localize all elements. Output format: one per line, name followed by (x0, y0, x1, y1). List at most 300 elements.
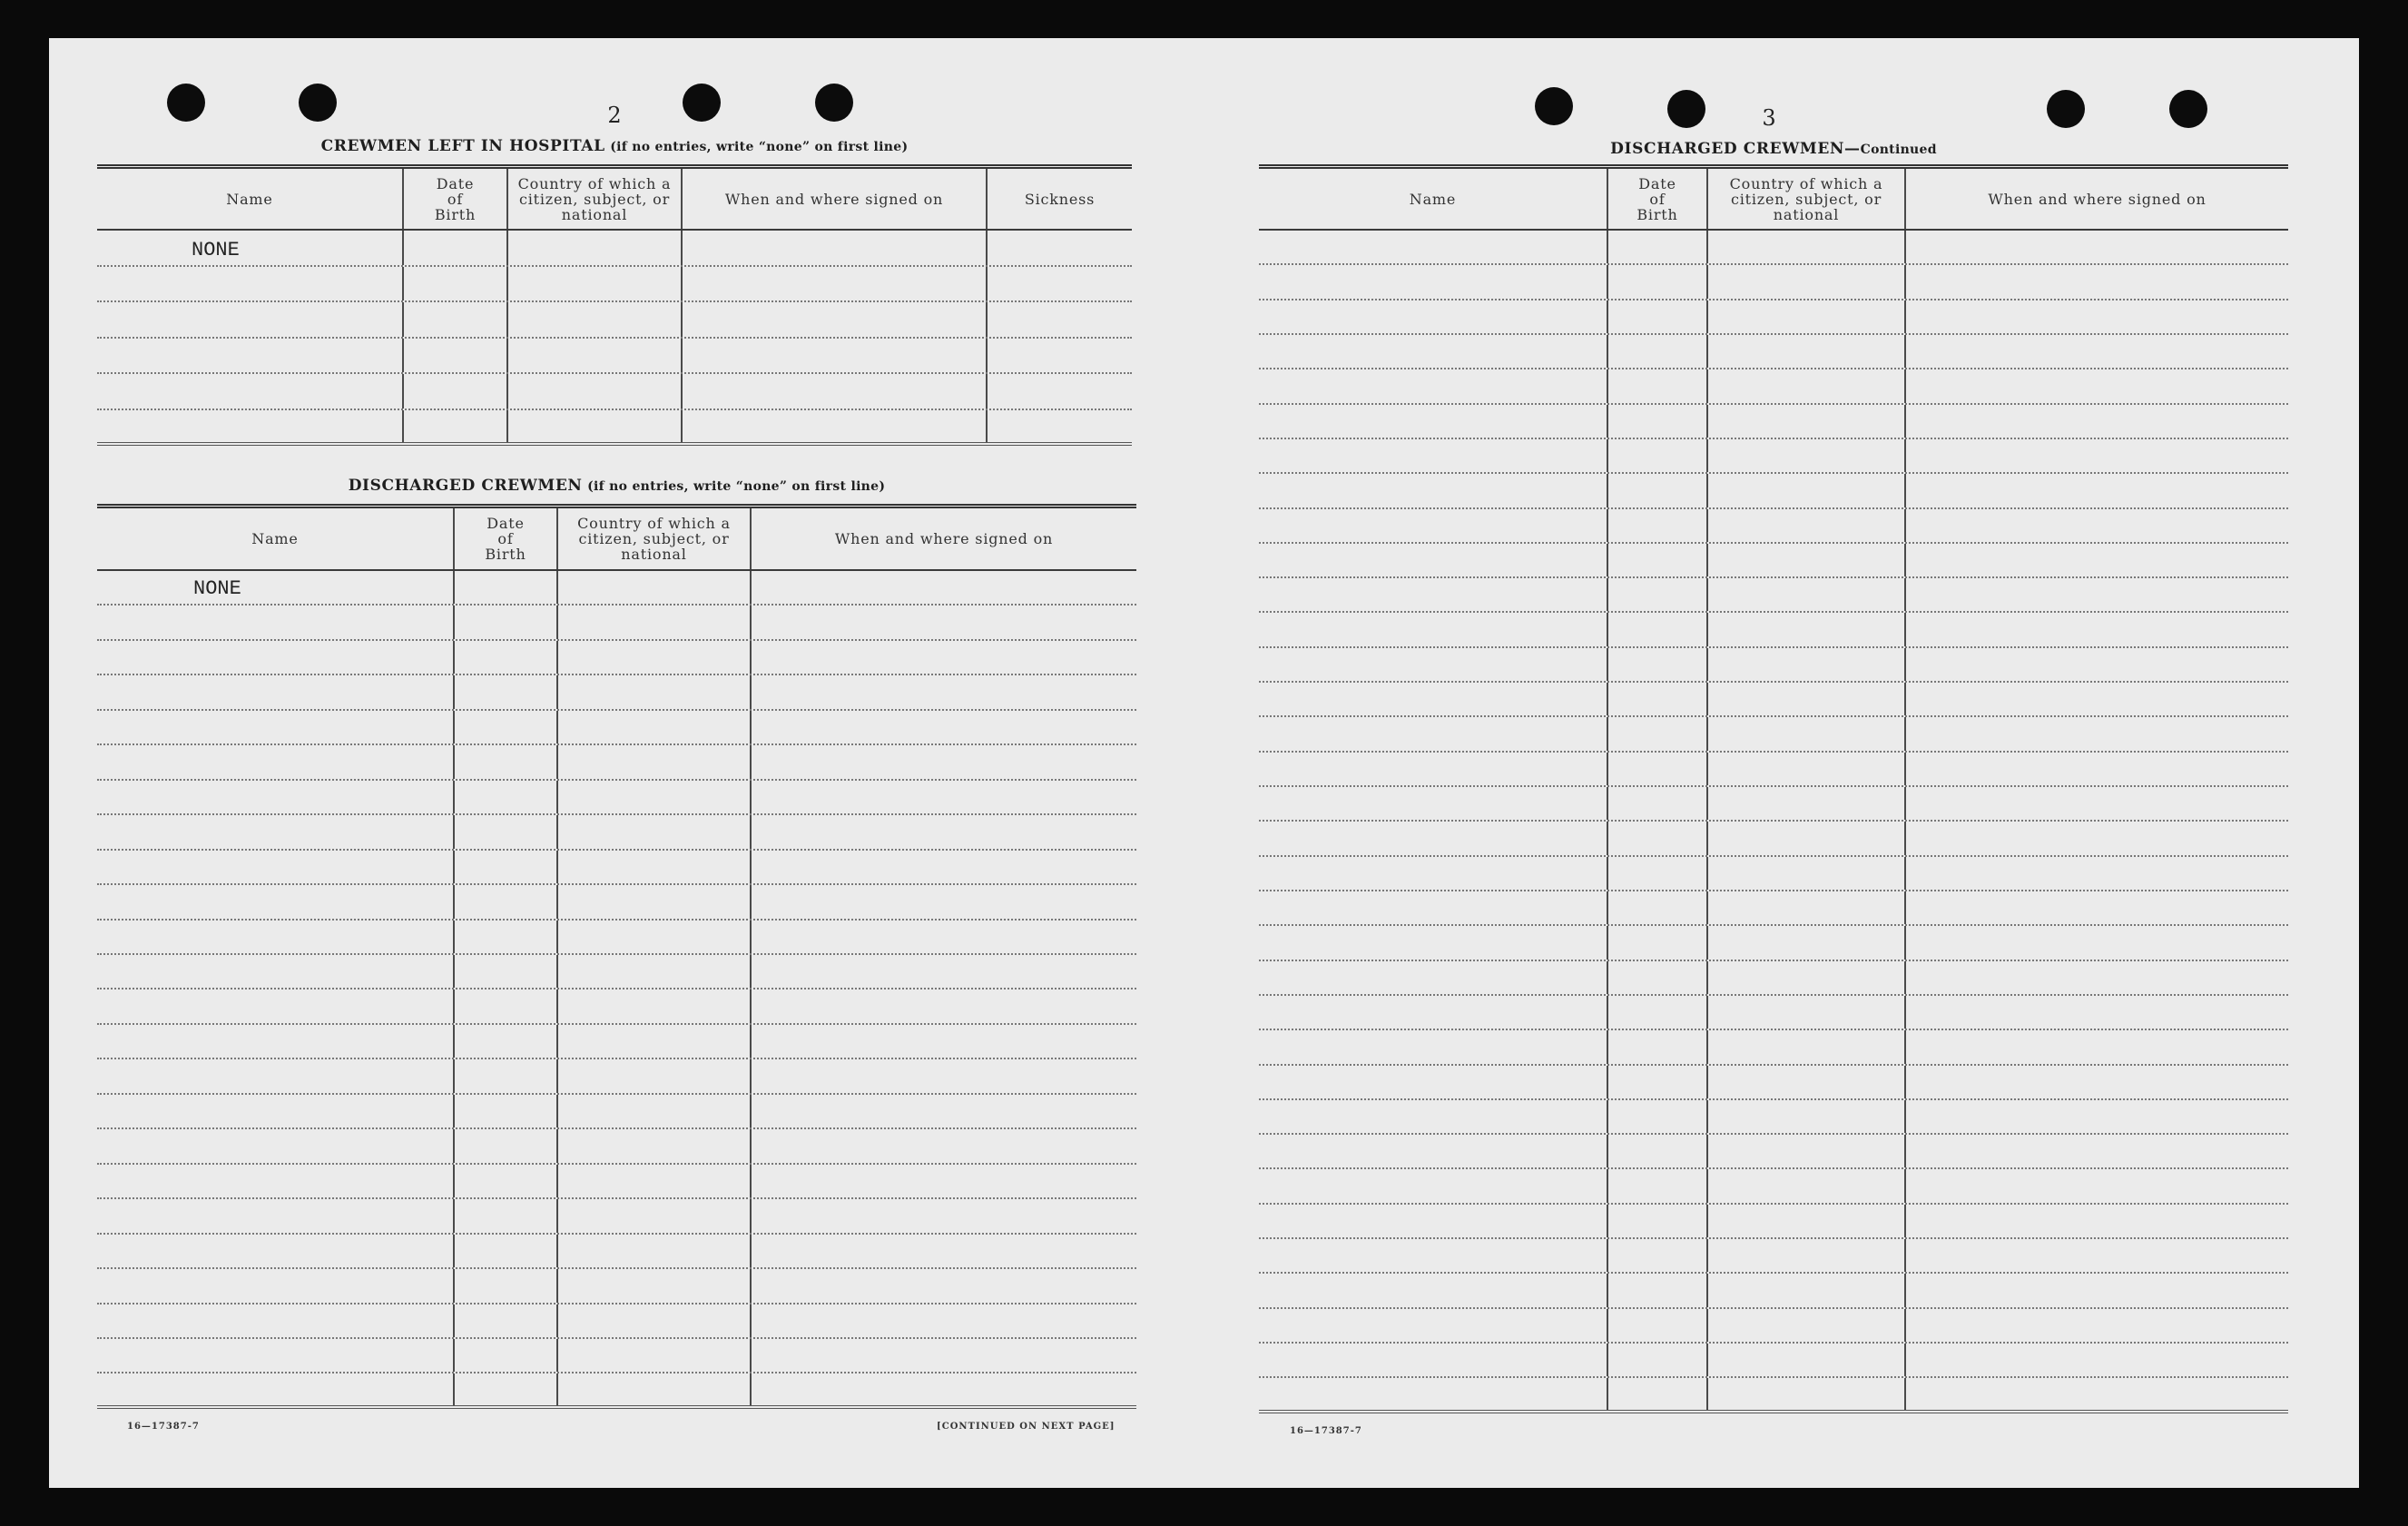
column-header-date-of-birth: Date of Birth (453, 508, 556, 569)
cell-date-of-birth (1607, 1239, 1706, 1272)
table-row (1259, 613, 2288, 647)
cell-country (1706, 509, 1904, 542)
scanned-form-sheet (49, 38, 2359, 1488)
cell-sickness (986, 231, 1132, 265)
cell-name (1259, 717, 1607, 750)
cell-signed-on (681, 374, 986, 409)
form-number: 16—17387-7 (127, 1422, 200, 1432)
table-row (1259, 648, 2288, 683)
cell-name (1259, 335, 1607, 368)
cell-date-of-birth (1607, 1309, 1706, 1342)
cell-country (1706, 1205, 1904, 1237)
section-heading-suffix: Continued (1860, 143, 1937, 157)
cell-signed-on (681, 267, 986, 301)
cell-date-of-birth (453, 989, 556, 1022)
cell-date-of-birth (1607, 578, 1706, 611)
cell-date-of-birth (453, 605, 556, 638)
cell-name (1259, 1066, 1607, 1098)
table-row (97, 781, 1136, 815)
cell-country (556, 1025, 750, 1058)
table-row (1259, 1344, 2288, 1378)
cell-country (556, 921, 750, 953)
table-row (1259, 683, 2288, 717)
cell-date-of-birth (1607, 822, 1706, 854)
cell-signed-on (1904, 578, 2288, 611)
cell-signed-on (1904, 1066, 2288, 1098)
cell-date-of-birth (1607, 1100, 1706, 1133)
cell-name (1259, 648, 1607, 681)
cell-country (556, 955, 750, 988)
table-header (97, 169, 1132, 231)
cell-country (556, 1165, 750, 1197)
cell-sickness (986, 339, 1132, 373)
cell-country (556, 1235, 750, 1267)
cell-country (556, 781, 750, 813)
cell-signed-on (1904, 996, 2288, 1029)
cell-name (97, 955, 453, 988)
cell-country (1706, 648, 1904, 681)
table-row (1259, 509, 2288, 544)
cell-date-of-birth (453, 1304, 556, 1337)
column-header-name: Name (226, 190, 273, 208)
cell-sickness (986, 410, 1132, 443)
cell-name (97, 605, 453, 638)
column-header-date-of-birth: Date of Birth (402, 169, 506, 229)
cell-country (1706, 857, 1904, 890)
cell-country (1706, 753, 1904, 785)
table-row (1259, 1309, 2288, 1344)
table-row (1259, 1274, 2288, 1308)
cell-signed-on (750, 851, 1136, 883)
page-number: 2 (607, 103, 622, 128)
cell-date-of-birth (453, 1165, 556, 1197)
cell-country (1706, 265, 1904, 298)
cell-name (1259, 509, 1607, 542)
cell-signed-on (681, 231, 986, 265)
cell-name (97, 675, 453, 708)
cell-date-of-birth (402, 302, 506, 337)
cell-name (97, 302, 402, 337)
cell-signed-on (750, 1304, 1136, 1337)
cell-country (1706, 1135, 1904, 1167)
cell-country (1706, 961, 1904, 994)
cell-name (97, 1095, 453, 1127)
table-row (97, 571, 1136, 605)
discharged-continued-title (1259, 136, 2288, 162)
cell-date-of-birth (402, 410, 506, 443)
column-header-country: Country of which a citizen, subject, or national (556, 508, 750, 569)
cell-signed-on (1904, 369, 2288, 402)
cell-country (556, 1059, 750, 1092)
cell-date-of-birth (453, 1129, 556, 1162)
cell-date-of-birth (1607, 1205, 1706, 1237)
cell-signed-on (1904, 300, 2288, 333)
column-header-signed-on: When and where signed on (681, 169, 986, 229)
cell-name (1259, 474, 1607, 507)
cell-signed-on (750, 745, 1136, 778)
cell-name (1259, 405, 1607, 438)
cell-name (97, 374, 402, 409)
table-row (1259, 578, 2288, 613)
discharged-section-title (97, 473, 1136, 498)
cell-country (1706, 1030, 1904, 1063)
cell-date-of-birth (453, 885, 556, 918)
cell-name (1259, 1205, 1607, 1237)
table-body (97, 231, 1132, 446)
cell-date-of-birth (453, 711, 556, 743)
table-row (97, 711, 1136, 745)
cell-signed-on (1904, 1344, 2288, 1376)
column-header-signed-on: When and where signed on (1904, 169, 2288, 229)
cell-country (1706, 405, 1904, 438)
cell-name (1259, 857, 1607, 890)
cell-name: NONE (193, 577, 241, 601)
cell-name (1259, 753, 1607, 785)
cell-signed-on (750, 1095, 1136, 1127)
punch-hole (299, 84, 337, 122)
cell-country (1706, 683, 1904, 715)
cell-signed-on (750, 885, 1136, 918)
cell-date-of-birth (1607, 509, 1706, 542)
table-row (97, 1373, 1136, 1408)
table-row (97, 1095, 1136, 1129)
cell-sickness (986, 267, 1132, 301)
table-row (97, 339, 1132, 375)
cell-country (556, 989, 750, 1022)
table-row (97, 302, 1132, 339)
table-row (1259, 1100, 2288, 1135)
cell-date-of-birth (1607, 439, 1706, 472)
table-row (97, 267, 1132, 303)
cell-signed-on (750, 675, 1136, 708)
cell-signed-on (750, 1059, 1136, 1092)
cell-signed-on (1904, 405, 2288, 438)
left-page (49, 38, 1204, 1488)
cell-country (556, 605, 750, 638)
punch-hole (1535, 87, 1573, 125)
cell-signed-on (750, 1373, 1136, 1404)
table-row (1259, 891, 2288, 926)
cell-name (97, 815, 453, 848)
cell-country (1706, 1239, 1904, 1272)
table-row (1259, 822, 2288, 856)
cell-name (97, 1025, 453, 1058)
cell-country (1706, 1066, 1904, 1098)
cell-signed-on (750, 711, 1136, 743)
column-header-name: Name (1409, 190, 1457, 208)
cell-country (556, 711, 750, 743)
cell-date-of-birth (402, 267, 506, 301)
cell-sickness (986, 302, 1132, 337)
section-instruction: (if no entries, write “none” on first line) (587, 479, 886, 494)
table-row (97, 1235, 1136, 1269)
cell-date-of-birth (1607, 753, 1706, 785)
cell-country (556, 885, 750, 918)
cell-name (97, 1059, 453, 1092)
punch-hole (167, 84, 205, 122)
cell-country (506, 231, 681, 265)
table-row (97, 1304, 1136, 1339)
cell-name (97, 1235, 453, 1267)
cell-country (556, 745, 750, 778)
cell-name (1259, 891, 1607, 924)
cell-signed-on (1904, 648, 2288, 681)
cell-country (556, 1304, 750, 1337)
table-header (97, 508, 1136, 571)
cell-name (97, 1129, 453, 1162)
cell-signed-on (1904, 1135, 2288, 1167)
cell-signed-on (1904, 265, 2288, 298)
cell-name (97, 711, 453, 743)
cell-name (1259, 231, 1607, 263)
table-row (1259, 1169, 2288, 1204)
cell-country (506, 302, 681, 337)
table-row (1259, 787, 2288, 822)
cell-signed-on (1904, 961, 2288, 994)
cell-date-of-birth (1607, 1066, 1706, 1098)
cell-signed-on (681, 302, 986, 337)
cell-date-of-birth (1607, 1344, 1706, 1376)
table-row (1259, 1239, 2288, 1274)
cell-signed-on (1904, 1239, 2288, 1272)
cell-sickness (986, 374, 1132, 409)
table-row (97, 885, 1136, 920)
cell-signed-on (1904, 1274, 2288, 1306)
punch-hole (815, 84, 853, 122)
cell-signed-on (1904, 891, 2288, 924)
cell-signed-on (750, 921, 1136, 953)
cell-signed-on (750, 815, 1136, 848)
cell-name (1259, 369, 1607, 402)
table-row (97, 410, 1132, 447)
cell-date-of-birth (1607, 648, 1706, 681)
table-row (1259, 996, 2288, 1030)
cell-name (97, 1304, 453, 1337)
cell-signed-on (1904, 1309, 2288, 1342)
table-row (1259, 1135, 2288, 1169)
cell-country (1706, 544, 1904, 576)
cell-name (1259, 1309, 1607, 1342)
cell-country (556, 1373, 750, 1404)
table-row (97, 231, 1132, 267)
cell-name (1259, 1274, 1607, 1306)
cell-date-of-birth (1607, 926, 1706, 959)
table-row (97, 1129, 1136, 1164)
cell-signed-on (1904, 509, 2288, 542)
cell-country (556, 571, 750, 604)
cell-date-of-birth (453, 815, 556, 848)
cell-signed-on (750, 1269, 1136, 1302)
cell-name (97, 267, 402, 301)
cell-signed-on (1904, 857, 2288, 890)
cell-date-of-birth (453, 1373, 556, 1404)
table-row (97, 1269, 1136, 1304)
cell-name (1259, 926, 1607, 959)
cell-signed-on (750, 1129, 1136, 1162)
hospital-section-title (97, 133, 1132, 159)
cell-signed-on (1904, 613, 2288, 645)
cell-signed-on (1904, 926, 2288, 959)
cell-signed-on (1904, 822, 2288, 854)
cell-date-of-birth (1607, 1378, 1706, 1409)
cell-signed-on (1904, 474, 2288, 507)
table-row (1259, 474, 2288, 508)
table-row (97, 675, 1136, 710)
column-header-country: Country of which a citizen, subject, or national (506, 169, 681, 229)
table-row (1259, 335, 2288, 369)
cell-name (1259, 961, 1607, 994)
column-header-name: Name (251, 530, 299, 547)
table-row (1259, 405, 2288, 439)
table-row (97, 374, 1132, 410)
cell-date-of-birth (1607, 787, 1706, 820)
column-header-country: Country of which a citizen, subject, or national (1706, 169, 1904, 229)
cell-country (1706, 1344, 1904, 1376)
cell-country (1706, 300, 1904, 333)
cell-signed-on (1904, 335, 2288, 368)
cell-date-of-birth (453, 571, 556, 604)
cell-date-of-birth (1607, 335, 1706, 368)
cell-country (1706, 926, 1904, 959)
cell-signed-on (750, 1235, 1136, 1267)
column-header-date-of-birth: Date of Birth (1607, 169, 1706, 229)
table-row (1259, 1066, 2288, 1100)
cell-date-of-birth (1607, 717, 1706, 750)
cell-date-of-birth (453, 851, 556, 883)
cell-country (1706, 822, 1904, 854)
cell-signed-on (1904, 1378, 2288, 1409)
cell-date-of-birth (1607, 231, 1706, 263)
column-header-signed-on: When and where signed on (750, 508, 1136, 569)
cell-signed-on (1904, 1205, 2288, 1237)
cell-name (97, 410, 402, 443)
cell-country (1706, 439, 1904, 472)
cell-name (1259, 578, 1607, 611)
cell-date-of-birth (1607, 613, 1706, 645)
cell-country (1706, 996, 1904, 1029)
cell-date-of-birth (453, 675, 556, 708)
cell-date-of-birth (453, 1339, 556, 1372)
cell-date-of-birth (453, 1199, 556, 1232)
cell-signed-on (750, 989, 1136, 1022)
right-page (1204, 38, 2359, 1488)
cell-date-of-birth (453, 921, 556, 953)
cell-country (556, 675, 750, 708)
cell-name (97, 339, 402, 373)
cell-name (97, 921, 453, 953)
cell-date-of-birth (1607, 1274, 1706, 1306)
cell-name (97, 1269, 453, 1302)
cell-name: NONE (192, 238, 240, 261)
cell-signed-on (1904, 787, 2288, 820)
table-row (1259, 265, 2288, 300)
cell-signed-on (1904, 683, 2288, 715)
cell-signed-on (750, 1165, 1136, 1197)
cell-date-of-birth (453, 745, 556, 778)
cell-date-of-birth (1607, 544, 1706, 576)
discharged-crewmen-continued-table (1259, 164, 2288, 1413)
cell-name (97, 781, 453, 813)
cell-name (97, 1373, 453, 1404)
cell-name (1259, 1030, 1607, 1063)
cell-country (1706, 1309, 1904, 1342)
cell-country (1706, 613, 1904, 645)
cell-date-of-birth (1607, 857, 1706, 890)
cell-name (1259, 1169, 1607, 1202)
cell-country (506, 374, 681, 409)
table-row (1259, 926, 2288, 960)
table-row (97, 1165, 1136, 1199)
table-row (97, 815, 1136, 850)
cell-signed-on (750, 571, 1136, 604)
cell-signed-on (1904, 439, 2288, 472)
cell-country (1706, 1100, 1904, 1133)
cell-signed-on (681, 339, 986, 373)
punch-hole (1667, 90, 1705, 128)
continued-note: [CONTINUED ON NEXT PAGE] (937, 1422, 1116, 1432)
cell-date-of-birth (453, 1059, 556, 1092)
table-row (97, 605, 1136, 640)
cell-name (1259, 996, 1607, 1029)
cell-signed-on (750, 1339, 1136, 1372)
table-row (1259, 231, 2288, 265)
table-row (1259, 439, 2288, 474)
cell-country (1706, 717, 1904, 750)
table-row (1259, 1030, 2288, 1065)
cell-country (556, 1199, 750, 1232)
table-row (97, 1025, 1136, 1059)
cell-name (1259, 1100, 1607, 1133)
cell-date-of-birth (453, 641, 556, 674)
cell-name (97, 641, 453, 674)
cell-country (1706, 474, 1904, 507)
table-row (1259, 369, 2288, 404)
cell-country (1706, 891, 1904, 924)
cell-signed-on (1904, 231, 2288, 263)
cell-country (1706, 335, 1904, 368)
cell-date-of-birth (1607, 474, 1706, 507)
table-row (97, 989, 1136, 1024)
cell-date-of-birth (1607, 891, 1706, 924)
cell-date-of-birth (402, 374, 506, 409)
table-body (1259, 231, 2288, 1413)
table-row (1259, 753, 2288, 787)
cell-date-of-birth (1607, 1030, 1706, 1063)
cell-country (556, 1269, 750, 1302)
cell-date-of-birth (402, 339, 506, 373)
cell-date-of-birth (1607, 996, 1706, 1029)
cell-name (1259, 787, 1607, 820)
cell-country (1706, 1274, 1904, 1306)
cell-country (556, 815, 750, 848)
cell-date-of-birth (1607, 369, 1706, 402)
cell-signed-on (750, 781, 1136, 813)
table-row (1259, 300, 2288, 335)
form-number: 16—17387-7 (1290, 1426, 1362, 1436)
cell-date-of-birth (1607, 683, 1706, 715)
table-row (97, 1339, 1136, 1373)
cell-name (1259, 613, 1607, 645)
table-row (1259, 717, 2288, 752)
column-header-sickness: Sickness (986, 169, 1132, 229)
punch-hole (2169, 90, 2207, 128)
cell-name (97, 989, 453, 1022)
cell-name (1259, 1135, 1607, 1167)
cell-signed-on (750, 1199, 1136, 1232)
cell-country (556, 851, 750, 883)
cell-country (1706, 578, 1904, 611)
cell-signed-on (1904, 717, 2288, 750)
